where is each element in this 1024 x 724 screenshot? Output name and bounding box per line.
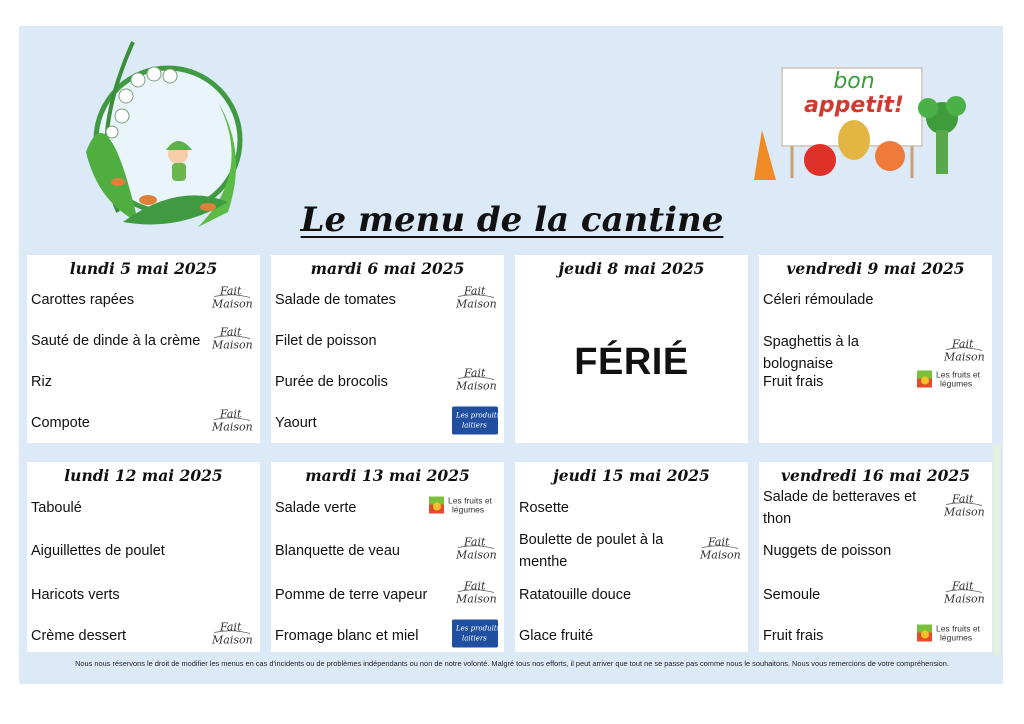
- fait-maison-logo: [698, 535, 742, 568]
- maison-text: Maison: [212, 633, 253, 647]
- dish-name: Sauté de dinde à la crème: [31, 333, 201, 349]
- dish-row: [519, 529, 744, 573]
- dish-name: Ratatouille douce: [519, 587, 632, 603]
- dish-name: Crème dessert: [31, 628, 127, 644]
- maison-text: Maison: [456, 592, 497, 606]
- produits-text: Les produits: [456, 411, 498, 420]
- fait-text: Fait: [220, 620, 242, 634]
- dish-name: Salade verte: [275, 500, 357, 516]
- dish-name: Céleri rémoulade: [763, 292, 874, 308]
- dish-row: [275, 486, 500, 530]
- dish-row: [31, 614, 256, 658]
- day-heading: mardi 6 mai 2025: [310, 259, 465, 278]
- dish-row: [31, 319, 256, 363]
- fait-text: Fait: [952, 337, 974, 351]
- dish-row: [275, 278, 500, 322]
- dish-name: Fruit frais: [763, 374, 824, 390]
- dish-name: Yaourt: [275, 415, 317, 431]
- fait-maison-logo: [210, 407, 254, 440]
- dish-name: Fruit frais: [763, 628, 824, 644]
- day-card: [271, 462, 504, 652]
- maison-text: Maison: [944, 592, 985, 606]
- day-card: [515, 462, 748, 652]
- day-heading: lundi 12 mai 2025: [64, 466, 223, 485]
- maison-text: Maison: [456, 548, 497, 562]
- maison-text: Maison: [212, 420, 253, 434]
- dish-name: Rosette: [519, 500, 569, 516]
- day-card: [27, 462, 260, 652]
- bon-appetit-sign: [790, 70, 918, 118]
- dish-name: Compote: [31, 415, 90, 431]
- dish-name: Carottes rapées: [31, 292, 135, 308]
- fait-text: Fait: [708, 535, 730, 549]
- fait-text: Fait: [464, 366, 486, 380]
- dish-row: [31, 360, 256, 404]
- legumes-text: légumes: [940, 632, 973, 643]
- disclaimer-footer: Nous nous réservons le droit de modifier les menus en cas d'incidents ou de problèmes indépendants ou non de notre volonté. Malgré tous nos efforts, il peut arriver que tout ne se passe pas comme nous le souhaitons. Nous vous remercions de votre compréhension.: [75, 659, 949, 668]
- bon-appetit-illustration: [732, 60, 980, 192]
- side-accent: [993, 445, 1001, 655]
- legumes-text: légumes: [940, 378, 973, 389]
- fait-text: Fait: [952, 492, 974, 506]
- fruits-legumes-logo: [916, 368, 986, 397]
- dish-name: Aiguillettes de poulet: [31, 543, 165, 559]
- day-card: [759, 462, 992, 652]
- fait-maison-logo: [942, 579, 986, 612]
- produits-laitiers-logo: [452, 407, 498, 440]
- day-heading: lundi 5 mai 2025: [69, 259, 218, 278]
- fruits-text: Les fruits et: [936, 623, 980, 634]
- day-heading: mardi 13 mai 2025: [305, 466, 470, 485]
- dish-row: [275, 401, 500, 445]
- fait-maison-logo: [454, 535, 498, 568]
- holiday-label: FÉRIÉ: [574, 341, 689, 383]
- dish-row: [31, 401, 256, 445]
- maison-text: Maison: [456, 297, 497, 311]
- produits-text: Les produits: [456, 624, 498, 633]
- maison-text: Maison: [944, 350, 985, 364]
- dish-row: [763, 486, 988, 530]
- appetit-text: appetit!: [804, 93, 904, 118]
- fruits-legumes-logo: [428, 494, 498, 523]
- maison-text: Maison: [212, 338, 253, 352]
- day-card: [27, 255, 260, 443]
- dish-name: Boulette de poulet à la menthe: [519, 532, 664, 570]
- dish-row: [763, 573, 988, 617]
- dish-row: [275, 360, 500, 404]
- fait-maison-logo: [454, 284, 498, 317]
- maison-text: Maison: [700, 548, 741, 562]
- laitiers-text: laitiers: [462, 421, 487, 430]
- dish-row: [31, 573, 256, 617]
- dish-row: [275, 529, 500, 573]
- maison-text: Maison: [456, 379, 497, 393]
- dish-name: Spaghettis à la bolognaise: [763, 334, 859, 372]
- dish-name: Pomme de terre vapeur: [275, 587, 428, 603]
- fait-maison-logo: [454, 579, 498, 612]
- maison-text: Maison: [944, 505, 985, 519]
- fait-text: Fait: [220, 407, 242, 421]
- fruits-text: Les fruits et: [936, 369, 980, 380]
- fait-maison-logo: [210, 620, 254, 653]
- dish-row: [31, 278, 256, 322]
- fruits-legumes-logo: [916, 622, 986, 651]
- dish-name: Taboulé: [31, 500, 82, 516]
- dish-name: Glace fruité: [519, 628, 594, 644]
- dish-row: [519, 573, 744, 617]
- dish-row: [31, 529, 256, 573]
- dish-row: [275, 573, 500, 617]
- day-card: [271, 255, 504, 443]
- page-title: Le menu de la cantine: [300, 200, 724, 240]
- dish-row: [31, 486, 256, 530]
- fait-text: Fait: [220, 284, 242, 298]
- dish-row: [763, 614, 988, 658]
- fait-text: Fait: [952, 579, 974, 593]
- dish-row: [519, 614, 744, 658]
- dish-row: [275, 614, 500, 658]
- fait-text: Fait: [464, 284, 486, 298]
- dish-row: [275, 319, 500, 363]
- dish-row: [763, 278, 988, 322]
- fait-maison-logo: [454, 366, 498, 399]
- dish-row: [763, 529, 988, 573]
- maison-text: Maison: [212, 297, 253, 311]
- dish-name: Filet de poisson: [275, 333, 377, 349]
- day-heading: vendredi 16 mai 2025: [781, 466, 970, 485]
- fait-maison-logo: [942, 492, 986, 525]
- fait-maison-logo: [210, 325, 254, 358]
- dish-name: Fromage blanc et miel: [275, 628, 419, 644]
- dish-name: Haricots verts: [31, 587, 120, 603]
- dish-row: [519, 486, 744, 530]
- dish-name: Salade de betteraves et thon: [763, 489, 917, 527]
- dish-name: Riz: [31, 374, 52, 390]
- dish-name: Purée de brocolis: [275, 374, 388, 390]
- produits-laitiers-logo: [452, 620, 498, 653]
- bon-text: bon: [833, 69, 875, 94]
- fait-text: Fait: [464, 535, 486, 549]
- fait-maison-logo: [210, 284, 254, 317]
- fait-text: Fait: [464, 579, 486, 593]
- day-heading: vendredi 9 mai 2025: [786, 259, 965, 278]
- day-card: [759, 255, 992, 443]
- day-heading: jeudi 8 mai 2025: [558, 259, 705, 278]
- dish-row: [763, 360, 988, 404]
- day-heading: jeudi 15 mai 2025: [553, 466, 710, 485]
- dish-name: Blanquette de veau: [275, 543, 400, 559]
- day-card: [515, 255, 748, 443]
- legumes-text: légumes: [452, 504, 485, 515]
- fait-text: Fait: [220, 325, 242, 339]
- laitiers-text: laitiers: [462, 634, 487, 643]
- dish-name: Nuggets de poisson: [763, 543, 892, 559]
- dish-name: Salade de tomates: [275, 292, 396, 308]
- fruits-text: Les fruits et: [448, 495, 492, 506]
- dish-name: Semoule: [763, 587, 821, 603]
